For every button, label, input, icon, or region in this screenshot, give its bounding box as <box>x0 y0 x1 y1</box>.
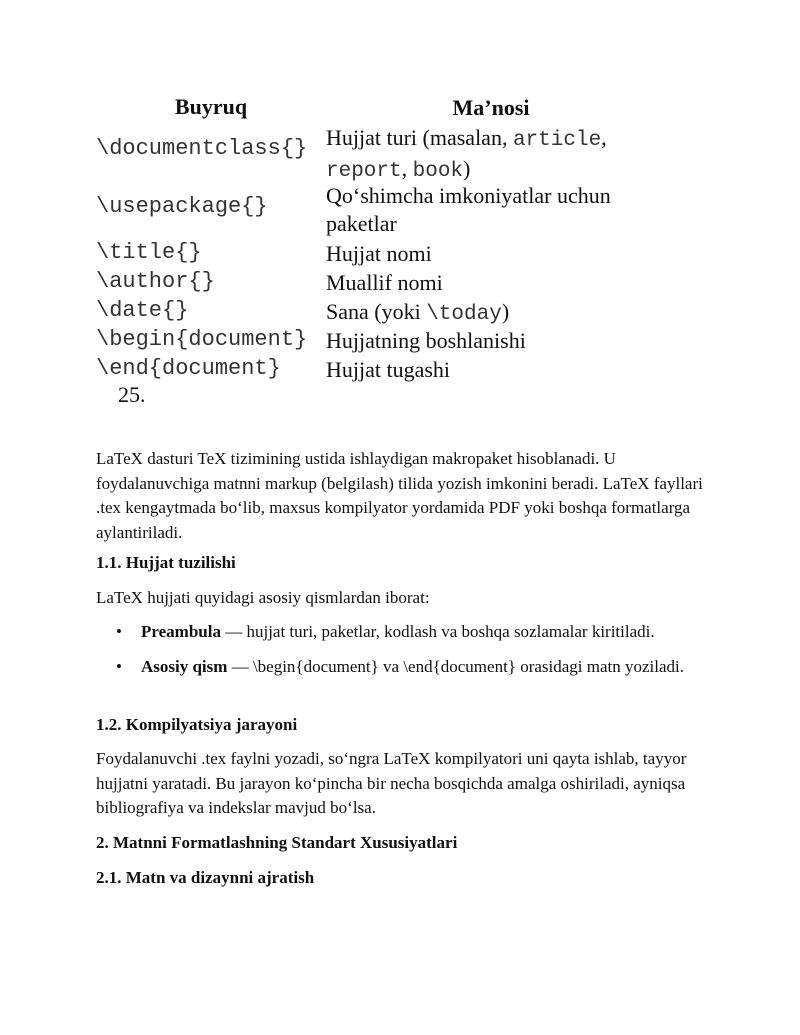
command-cell: \usepackage{} <box>96 194 268 219</box>
table-header-row <box>96 94 656 124</box>
meaning-cell: Muallif nomi <box>326 270 443 295</box>
list-item: • Asosiy qism — \begin{document} va \end{document} orasidagi matn yoziladi. <box>96 655 716 680</box>
table-row <box>96 269 656 298</box>
header-command: Buyruq <box>174 94 248 119</box>
meaning-cell: Hujjat nomi <box>326 241 432 266</box>
section-heading-1-2: 1.2. Kompilyatsiya jarayoni <box>96 715 298 734</box>
command-cell: \date{} <box>96 298 189 323</box>
meaning-cell: Hujjat turi (masalan, article, report, book) <box>326 125 607 183</box>
bullet-icon: • <box>116 622 122 641</box>
command-cell: \title{} <box>96 240 202 265</box>
table-row <box>96 327 656 356</box>
command-cell: \end{document} <box>96 356 281 381</box>
structure-list <box>96 620 716 679</box>
command-cell: \documentclass{} <box>96 136 308 161</box>
list-item: • Preambula — hujjat turi, paketlar, kodlash va boshqa sozlamalar kiritiladi. <box>96 620 716 645</box>
commands-table <box>96 94 656 385</box>
command-cell: \author{} <box>96 269 215 294</box>
table-row <box>96 356 656 385</box>
table-row <box>96 182 656 240</box>
section-heading-2-1: 2.1. Matn va dizaynni ajratish <box>96 868 315 887</box>
meaning-cell: Hujjatning boshlanishi <box>326 328 526 353</box>
section-heading-1-1: 1.1. Hujjat tuzilishi <box>96 553 236 572</box>
table-row <box>96 240 656 269</box>
section-1-2-text: Foydalanuvchi .tex faylni yozadi, so‘ngra LaTeX kompilyatori uni qayta ishlab, tayyor hujjatni yaratadi. Bu jarayon ko‘pincha bir necha bosqichda amalga oshiriladi, ayniqsa bibliografiya va indekslar mavjud bo‘lsa. <box>96 749 687 817</box>
command-cell: \begin{document} <box>96 327 308 352</box>
header-meaning: Ma’nosi <box>452 95 530 120</box>
meaning-cell: Qo‘shimcha imkoniyatlar uchun paketlar <box>326 183 611 236</box>
intro-paragraph: LaTeX dasturi TeX tizimining ustida ishlaydigan makropaket hisoblanadi. U foydalanuvchiga matnni markup (belgilash) tilida yozish imkonini beradi. LaTeX fayllari .tex kengaytmada bo‘lib, maxsus kompilyator yordamida PDF yoki boshqa formatlarga aylantiriladi. <box>96 449 703 542</box>
table-row <box>96 124 656 182</box>
section-1-1-text: LaTeX hujjati quyidagi asosiy qismlardan iborat: <box>96 588 430 607</box>
list-number: 25. <box>118 382 146 407</box>
meaning-cell: Sana (yoki \today) <box>326 299 510 326</box>
section-heading-2: 2. Matnni Formatlashning Standart Xususiyatlari <box>96 833 458 852</box>
bullet-icon: • <box>116 656 122 676</box>
meaning-cell: Hujjat tugashi <box>326 357 451 382</box>
table-row <box>96 298 656 327</box>
